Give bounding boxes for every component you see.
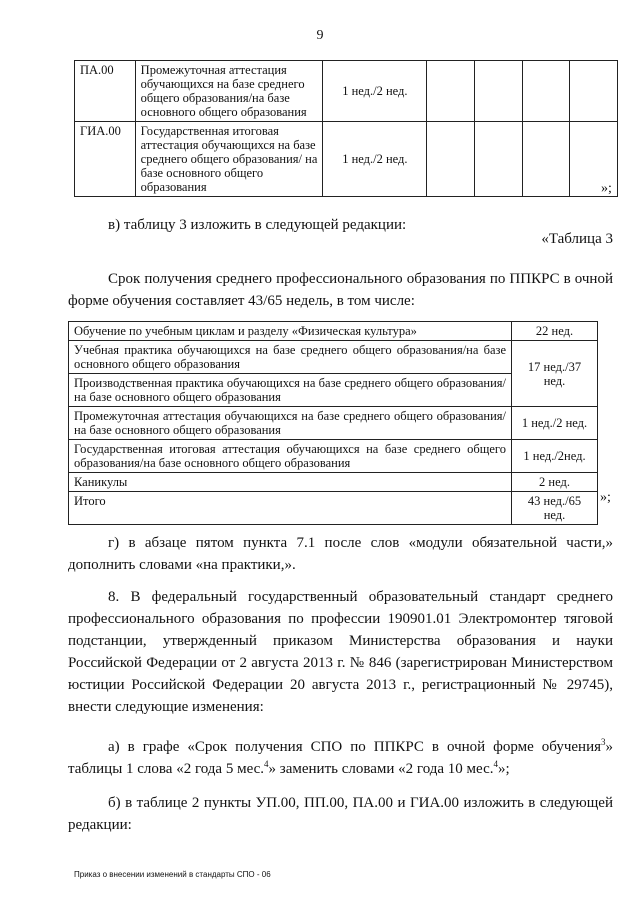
page-number: 9 xyxy=(316,28,324,43)
paragraph-v: в) таблицу 3 изложить в следующей редакции: xyxy=(108,217,407,233)
table-cell-value: 17 нед./37 нед. xyxy=(512,341,598,407)
paragraph-a xyxy=(68,736,613,780)
table-label: «Таблица 3 xyxy=(541,231,613,247)
table-cell-empty xyxy=(522,61,570,122)
table-cell-description: Промежуточная аттестация обучающихся на базе среднего общего образования/на базе основного общего образования xyxy=(135,61,323,122)
table-cell-description: Итого xyxy=(69,492,512,525)
table-cell-value: 43 нед./65 нед. xyxy=(512,492,598,525)
paragraph-a-part: » таблицы 1 слова «2 года 5 мес. xyxy=(68,739,613,777)
paragraph-8: 8. В федеральный государственный образовательный стандарт среднего профессионального образования по профессии 190901.01 Электромонтер тяговой подстанции, утвержденный приказом Министерства образования и науки Российской Федерации от 2 августа 2013 г. № 846 (зарегистрирован Министерством юстиции Российской Федерации 20 августа 2013 г., регистрационный № 29745), внести следующие изменения: xyxy=(68,589,613,715)
table-cell-description: Производственная практика обучающихся на базе среднего общего образования/на базе основного общего образования xyxy=(69,374,512,407)
table-cell-duration: 1 нед./2 нед. xyxy=(323,61,427,122)
table-3 xyxy=(68,321,598,525)
table-row xyxy=(75,61,618,122)
table-cell-code: ГИА.00 xyxy=(75,122,136,197)
table-row xyxy=(69,440,598,473)
footer-text: Приказ о внесении изменений в стандарты СПО - 06 xyxy=(74,870,271,879)
paragraph-g: г) в абзаце пятом пункта 7.1 после слов «модули обязательной части,» дополнить словами «на практики,». xyxy=(68,535,613,573)
table-row xyxy=(69,322,598,341)
table-cell-empty xyxy=(474,61,522,122)
table-row xyxy=(69,473,598,492)
table-cell-description: Каникулы xyxy=(69,473,512,492)
paragraph-a-part: а) в графе «Срок получения СПО по ППКРС в очной форме обучения xyxy=(108,739,601,755)
table-cell-duration: 1 нед./2 нед. xyxy=(323,122,427,197)
footnote-ref: 4 xyxy=(264,759,269,769)
table-cell-empty xyxy=(522,122,570,197)
table-continuation xyxy=(74,60,618,197)
duration-statement: Срок получения среднего профессионального образования по ППКРС в очной форме обучения составляет 43/65 недель, в том числе: xyxy=(68,271,613,309)
footnote-ref: 3 xyxy=(601,737,606,747)
table-cell-description: Учебная практика обучающихся на базе среднего общего образования/на базе основного общего образования xyxy=(69,341,512,374)
table-cell-description: Промежуточная аттестация обучающихся на базе среднего общего образования/на базе основного общего образования xyxy=(69,407,512,440)
table-cell-empty xyxy=(570,61,618,122)
table-row xyxy=(69,407,598,440)
footnote-ref: 4 xyxy=(493,759,498,769)
table-cell-empty xyxy=(474,122,522,197)
paragraph-b: б) в таблице 2 пункты УП.00, ПП.00, ПА.00 и ГИА.00 изложить в следующей редакции: xyxy=(68,795,613,833)
paragraph-a-part: » заменить словами «2 года 10 мес. xyxy=(268,761,494,777)
table-row xyxy=(69,341,598,374)
paragraph-a-part: »; xyxy=(498,761,510,777)
table-cell-description: Обучение по учебным циклам и разделу «Физическая культура» xyxy=(69,322,512,341)
table-cell-value: 1 нед./2нед. xyxy=(512,440,598,473)
table-cell-value: 22 нед. xyxy=(512,322,598,341)
table-row xyxy=(69,492,598,525)
table-cell-empty xyxy=(427,122,475,197)
table-cell-empty xyxy=(427,61,475,122)
closing-quote: »; xyxy=(600,490,611,505)
table-cell-description: Государственная итоговая аттестация обучающихся на базе среднего общего образования/ на базе основного общего образования xyxy=(135,122,323,197)
table-cell-value: 1 нед./2 нед. xyxy=(512,407,598,440)
closing-quote: »; xyxy=(601,181,612,196)
table-cell-description: Государственная итоговая аттестация обучающихся на базе среднего общего образования/на базе основного общего образования xyxy=(69,440,512,473)
table-cell-code: ПА.00 xyxy=(75,61,136,122)
table-row xyxy=(75,122,618,197)
table-cell-value: 2 нед. xyxy=(512,473,598,492)
